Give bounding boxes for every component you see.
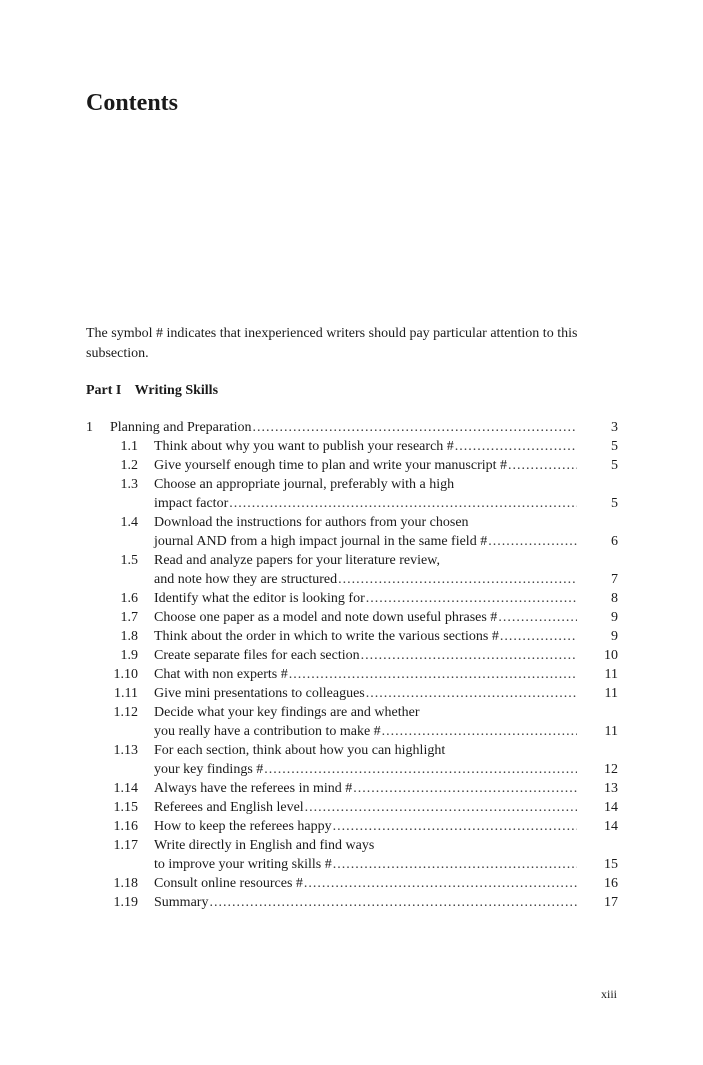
section-page-number: 9 — [611, 610, 618, 625]
toc-section-entry[interactable] — [86, 800, 618, 819]
leader-dots — [305, 800, 577, 816]
chapter-page-number: 3 — [611, 420, 618, 435]
leader-dots — [508, 458, 577, 474]
section-title-line: For each section, think about how you can highlight — [154, 743, 446, 758]
section-page-number: 8 — [611, 591, 618, 606]
leader-dots — [498, 610, 577, 626]
section-title: Consult online resources # — [154, 876, 303, 891]
section-number: 1.1 — [120, 439, 138, 454]
leader-dots — [366, 591, 577, 607]
chapter-number: 1 — [86, 420, 93, 435]
leader-dots — [209, 895, 577, 911]
section-title: and note how they are structured — [154, 572, 338, 587]
section-number: 1.7 — [120, 610, 138, 625]
section-number: 1.11 — [114, 686, 138, 701]
section-page-number: 12 — [604, 762, 618, 777]
section-number: 1.3 — [120, 477, 138, 492]
section-number: 1.16 — [113, 819, 138, 834]
section-page-number: 11 — [604, 667, 618, 682]
leader-dots — [500, 629, 577, 645]
section-title: Choose one paper as a model and note down useful phrases # — [154, 610, 498, 625]
leader-dots — [338, 572, 577, 588]
chapter-title: Planning and Preparation — [110, 420, 252, 435]
section-page-number: 5 — [611, 458, 618, 473]
leader-dots — [229, 496, 577, 512]
section-page-number: 5 — [611, 496, 618, 511]
section-title: Create separate files for each section — [154, 648, 360, 663]
section-number: 1.15 — [113, 800, 138, 815]
section-title: Give yourself enough time to plan and write your manuscript # — [154, 458, 508, 473]
section-title: Think about why you want to publish your research # — [154, 439, 454, 454]
leader-dots — [264, 762, 577, 778]
leader-dots — [333, 819, 577, 835]
section-page-number: 9 — [611, 629, 618, 644]
section-title-line: Download the instructions for authors from your chosen — [154, 515, 469, 530]
section-title: Always have the referees in mind # — [154, 781, 353, 796]
part-heading — [86, 381, 218, 401]
section-title: Referees and English level — [154, 800, 304, 815]
part-number: Part I — [86, 383, 122, 398]
section-number: 1.4 — [120, 515, 138, 530]
section-number: 1.6 — [120, 591, 138, 606]
toc-section-entry[interactable] — [86, 667, 618, 686]
toc-section-entry[interactable] — [86, 819, 618, 838]
toc-section-entry[interactable] — [86, 515, 618, 553]
section-page-number: 16 — [604, 876, 618, 891]
toc-section-entry[interactable] — [86, 876, 618, 895]
toc-section-entry[interactable] — [86, 838, 618, 876]
section-number: 1.14 — [113, 781, 138, 796]
section-number: 1.10 — [113, 667, 138, 682]
section-number: 1.5 — [120, 553, 138, 568]
section-page-number: 11 — [604, 724, 618, 739]
leader-dots — [333, 857, 577, 873]
toc-section-entry[interactable] — [86, 553, 618, 591]
toc-section-entry[interactable] — [86, 477, 618, 515]
table-of-contents — [86, 420, 618, 914]
toc-section-entry[interactable] — [86, 781, 618, 800]
toc-chapter-entry[interactable] — [86, 420, 618, 439]
toc-section-entry[interactable] — [86, 591, 618, 610]
section-title-line: Choose an appropriate journal, preferably with a high — [154, 477, 455, 492]
section-number: 1.9 — [120, 648, 138, 663]
section-number: 1.2 — [120, 458, 138, 473]
section-page-number: 7 — [611, 572, 618, 587]
section-page-number: 6 — [611, 534, 618, 549]
leader-dots — [455, 439, 577, 455]
page-folio: xiii — [600, 987, 617, 1001]
section-page-number: 5 — [611, 439, 618, 454]
section-number: 1.18 — [113, 876, 138, 891]
toc-section-entry[interactable] — [86, 648, 618, 667]
section-title: Summary — [154, 895, 209, 910]
section-title: How to keep the referees happy — [154, 819, 332, 834]
toc-section-entry[interactable] — [86, 610, 618, 629]
toc-section-entry[interactable] — [86, 895, 618, 914]
section-title: Identify what the editor is looking for — [154, 591, 365, 606]
section-page-number: 11 — [604, 686, 618, 701]
toc-section-entry[interactable] — [86, 439, 618, 458]
section-number: 1.19 — [113, 895, 138, 910]
section-page-number: 10 — [604, 648, 618, 663]
section-title: your key findings # — [154, 762, 264, 777]
toc-section-entry[interactable] — [86, 705, 618, 743]
section-number: 1.17 — [113, 838, 138, 853]
toc-section-entry[interactable] — [86, 629, 618, 648]
section-page-number: 14 — [604, 800, 618, 815]
leader-dots — [361, 648, 577, 664]
section-title: journal AND from a high impact journal in the same field # — [154, 534, 488, 549]
section-title: Chat with non experts # — [154, 667, 288, 682]
part-title: Writing Skills — [134, 383, 219, 398]
section-title: impact factor — [154, 496, 229, 511]
section-number: 1.12 — [113, 705, 138, 720]
leader-dots — [289, 667, 577, 683]
section-title-line: Write directly in English and find ways — [154, 838, 375, 853]
section-page-number: 15 — [604, 857, 618, 872]
leader-dots — [366, 686, 577, 702]
symbol-note: The symbol # indicates that inexperienced writers should pay particular attention to this subsection. — [86, 326, 578, 361]
section-number: 1.13 — [113, 743, 138, 758]
leader-dots — [353, 781, 577, 797]
page-title: Contents — [86, 90, 179, 116]
toc-section-entry[interactable] — [86, 458, 618, 477]
section-title-line: Read and analyze papers for your literature review, — [154, 553, 440, 568]
leader-dots — [382, 724, 577, 740]
toc-section-entry[interactable] — [86, 686, 618, 705]
section-title: Think about the order in which to write the various sections # — [154, 629, 499, 644]
section-title: to improve your writing skills # — [154, 857, 332, 872]
section-page-number: 17 — [604, 895, 618, 910]
section-title: you really have a contribution to make # — [154, 724, 381, 739]
leader-dots — [304, 876, 577, 892]
section-title: Give mini presentations to colleagues — [154, 686, 365, 701]
toc-section-entry[interactable] — [86, 743, 618, 781]
leader-dots — [488, 534, 577, 550]
section-number: 1.8 — [120, 629, 138, 644]
leader-dots — [253, 420, 577, 436]
section-page-number: 14 — [604, 819, 618, 834]
section-title-line: Decide what your key findings are and whether — [154, 705, 420, 720]
section-page-number: 13 — [604, 781, 618, 796]
